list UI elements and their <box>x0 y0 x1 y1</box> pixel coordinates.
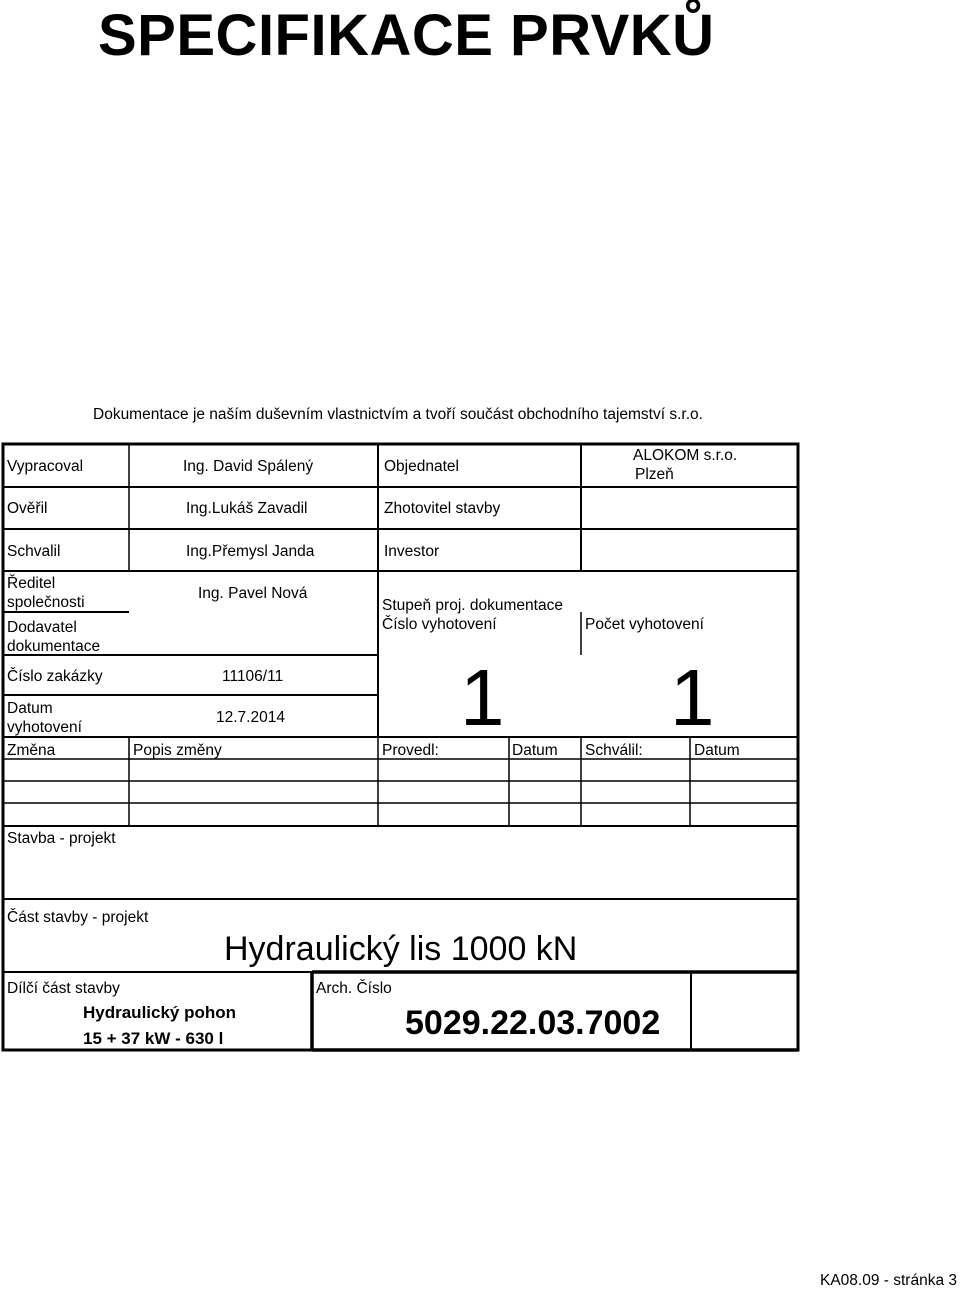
reditel-value: Ing. Pavel Nová <box>198 585 308 602</box>
zhotovitel-label: Zhotovitel stavby <box>384 500 501 517</box>
company-city: Plzeň <box>635 466 674 483</box>
approved-date-col-header: Datum <box>694 742 740 759</box>
company-name: ALOKOM s.r.o. <box>633 447 738 464</box>
cast-stavby-label: Část stavby - projekt <box>7 909 149 926</box>
done-date-col-header: Datum <box>512 742 558 759</box>
arch-cislo-value: 5029.22.03.7002 <box>405 1004 661 1042</box>
overil-label: Ověřil <box>7 500 48 517</box>
dilci-cast-line1: Hydraulický pohon <box>83 1003 237 1022</box>
stavba-label: Stavba - projekt <box>7 830 116 847</box>
stupen-label: Stupeň proj. dokumentace <box>382 597 563 614</box>
page-footer: KA08.09 - stránka 3 <box>820 1272 957 1289</box>
pocet-vyhotoveni-value: 1 <box>670 653 715 742</box>
datum-vyhotoveni-value: 12.7.2014 <box>216 709 285 726</box>
change-col-header: Změna <box>7 742 56 759</box>
datum-vyhotoveni-label: Datum vyhotovení <box>7 700 82 736</box>
schvalil-value: Ing.Přemysl Janda <box>186 543 315 560</box>
cislo-vyhotoveni-label: Číslo vyhotovení <box>382 616 497 633</box>
dilci-cast-label: Dílčí část stavby <box>7 980 120 997</box>
page-title: SPECIFIKACE PRVKŮ <box>98 3 715 68</box>
dodavatel-label: Dodavatel dokumentace <box>7 619 101 655</box>
ownership-notice: Dokumentace je naším duševním vlastnictvím a tvoří součást obchodního tajemství s.r.o. <box>93 406 703 423</box>
overil-value: Ing.Lukáš Zavadil <box>186 500 308 517</box>
pocet-vyhotoveni-label: Počet vyhotovení <box>585 616 704 633</box>
cislo-zakazky-value: 11106/11 <box>222 668 284 685</box>
objednatel-label: Objednatel <box>384 458 459 475</box>
vypracoval-value: Ing. David Spálený <box>183 458 314 475</box>
investor-label: Investor <box>384 543 440 560</box>
approved-by-col-header: Schválil: <box>585 742 643 759</box>
arch-cislo-label: Arch. Číslo <box>316 980 392 997</box>
change-description-col-header: Popis změny <box>133 742 222 759</box>
vypracoval-label: Vypracoval <box>7 458 84 475</box>
cast-stavby-value: Hydraulický lis 1000 kN <box>224 930 578 968</box>
schvalil-label: Schvalil <box>7 543 61 560</box>
cislo-vyhotoveni-value: 1 <box>460 653 505 742</box>
reditel-label: Ředitel společnosti <box>7 575 85 611</box>
cislo-zakazky-label: Číslo zakázky <box>7 668 103 685</box>
dilci-cast-line2: 15 + 37 kW - 630 l <box>83 1029 224 1048</box>
done-by-col-header: Provedl: <box>382 742 439 759</box>
